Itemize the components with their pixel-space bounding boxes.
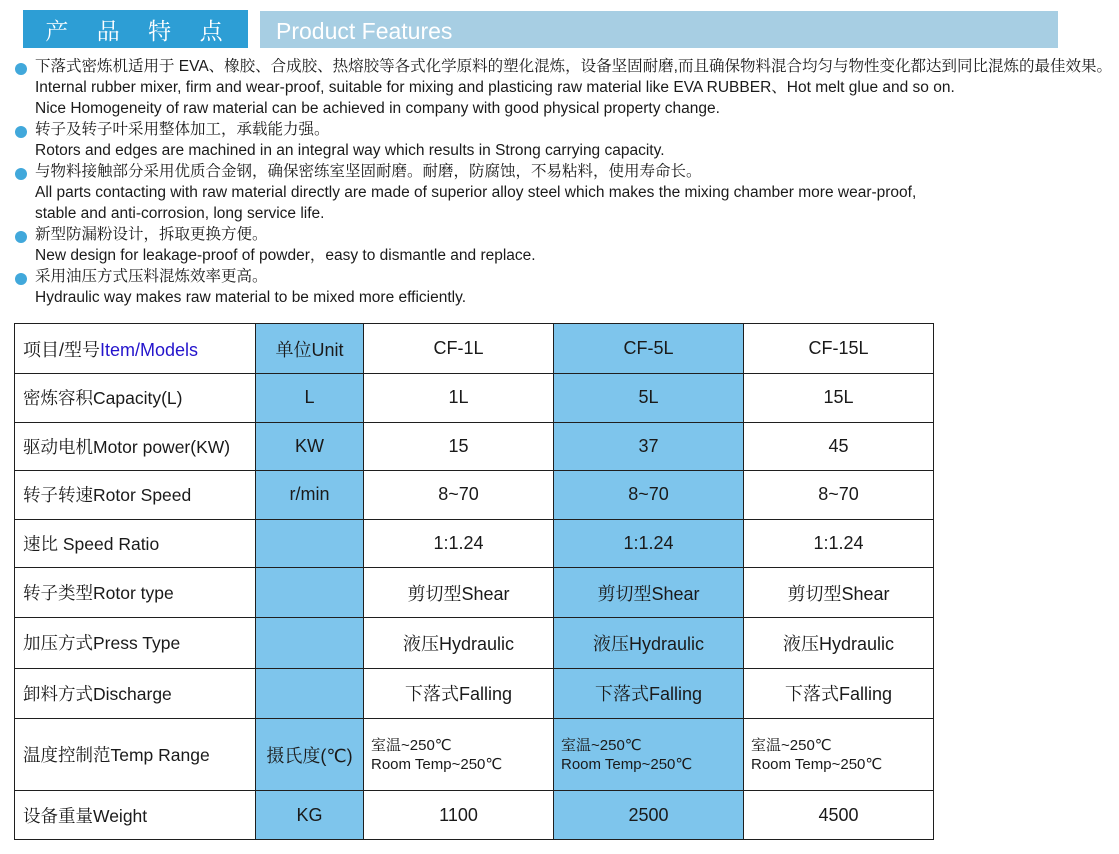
spec-row-6 [15,618,934,668]
spec-row-label: 驱动电机Motor power(KW) [15,422,256,470]
bullet-icon [15,273,27,285]
spec-row-value: 4500 [744,791,934,840]
feature-item-3 [14,161,1119,224]
spec-row-5 [15,567,934,617]
feature-text-en: All parts contacting with raw material directly are made of superior alloy steel which makes the mixing chamber more wear-proof, [35,184,917,201]
spec-header-row [15,324,934,374]
spec-row-value: 8~70 [554,471,744,519]
feature-text-zh: 转子及转子叶采用整体加工，承载能力强。 [35,121,330,138]
bullet-icon [15,126,27,138]
bullet-icon [15,231,27,243]
spec-row-value: 剪切型Shear [744,567,934,617]
spec-row-label: 速比 Speed Ratio [15,519,256,567]
spec-row-value: 5L [554,374,744,422]
spec-row-value: 15L [744,374,934,422]
spec-row-value: 室温~250℃ Room Temp~250℃ [744,718,934,791]
feature-list [14,56,1119,308]
spec-row-label: 加压方式Press Type [15,618,256,668]
spec-row-label: 卸料方式Discharge [15,668,256,718]
spec-row-value: 剪切型Shear [554,567,744,617]
feature-item-4 [14,224,1119,266]
spec-row-value: 2500 [554,791,744,840]
spec-row-unit [256,519,364,567]
spec-row-value: 15 [364,422,554,470]
spec-row-unit: KG [256,791,364,840]
spec-row-4 [15,519,934,567]
spec-row-label: 转子类型Rotor type [15,567,256,617]
spec-row-value: 液压Hydraulic [364,618,554,668]
spec-header-model-CF-15L: CF-15L [744,324,934,374]
feature-item-5 [14,266,1119,308]
spec-row-value: 下落式Falling [744,668,934,718]
spec-table [14,323,934,840]
spec-row-value: 液压Hydraulic [554,618,744,668]
section-title-zh [23,10,248,48]
spec-row-value: 45 [744,422,934,470]
feature-text-en: Internal rubber mixer, firm and wear-proof, suitable for mixing and plasticing raw material like EVA RUBBER、Hot melt glue and so on. [35,79,955,96]
feature-text-en: Rotors and edges are machined in an integral way which results in Strong carrying capacity. [35,142,665,159]
bullet-icon [15,168,27,180]
spec-row-value: 1100 [364,791,554,840]
feature-text-en: New design for leakage-proof of powder，easy to dismantle and replace. [35,247,536,264]
spec-row-value: 室温~250℃ Room Temp~250℃ [554,718,744,791]
feature-text-zh: 新型防漏粉设计，拆取更换方便。 [35,226,268,243]
spec-row-value: 37 [554,422,744,470]
spec-row-value: 1L [364,374,554,422]
feature-text-zh: 采用油压方式压料混炼效率更高。 [35,268,268,285]
spec-row-value: 液压Hydraulic [744,618,934,668]
spec-row-1 [15,374,934,422]
spec-header-model-CF-5L: CF-5L [554,324,744,374]
spec-header-item-zh: 项目/型号 [23,339,101,360]
spec-row-7 [15,668,934,718]
spec-tbody [15,324,934,840]
feature-text-zh: 与物料接触部分采用优质合金钢，确保密练室坚固耐磨。耐磨，防腐蚀，不易粘料，使用寿命长。 [35,163,702,180]
spec-row-value: 1:1.24 [364,519,554,567]
section-title-en-text: Product Features [276,18,453,44]
spec-row-2 [15,422,934,470]
spec-row-value: 剪切型Shear [364,567,554,617]
spec-row-value: 1:1.24 [554,519,744,567]
spec-row-label: 转子转速Rotor Speed [15,471,256,519]
feature-text-en: Hydraulic way makes raw material to be mixed more efficiently. [35,289,466,306]
spec-header-item-cell [15,324,256,374]
spec-row-value: 室温~250℃ Room Temp~250℃ [364,718,554,791]
spec-row-9 [15,791,934,840]
spec-row-value: 下落式Falling [364,668,554,718]
feature-item-1 [14,56,1119,119]
spec-row-unit: L [256,374,364,422]
spec-row-unit [256,668,364,718]
spec-row-unit: 摄氏度(℃) [256,718,364,791]
spec-row-unit [256,567,364,617]
spec-row-unit: KW [256,422,364,470]
feature-text-en: Nice Homogeneity of raw material can be achieved in company with good physical property change. [35,100,720,117]
bullet-icon [15,63,27,75]
feature-text-en: stable and anti-corrosion, long service life. [35,205,325,222]
spec-row-3 [15,471,934,519]
spec-row-value: 8~70 [744,471,934,519]
spec-row-value: 1:1.24 [744,519,934,567]
spec-row-label: 设备重量Weight [15,791,256,840]
spec-row-value: 8~70 [364,471,554,519]
spec-row-value: 下落式Falling [554,668,744,718]
spec-header-unit-cell: 单位Unit [256,324,364,374]
section-title-en [260,11,1058,48]
spec-header-item-en: Item/Models [100,339,199,360]
spec-row-label: 密炼容积Capacity(L) [15,374,256,422]
feature-item-2 [14,119,1119,161]
section-title-zh-text: 产 品 特 点 [45,17,234,44]
spec-row-label: 温度控制范Temp Range [15,718,256,791]
spec-row-8 [15,718,934,791]
feature-text-zh: 下落式密炼机适用于 EVA、橡胶、合成胶、热熔胶等各式化学原料的塑化混炼，设备坚固耐磨,而且确保物料混合均匀与物性变化都达到同比混炼的最佳效果。 [35,58,1112,75]
spec-row-unit [256,618,364,668]
spec-header-model-CF-1L: CF-1L [364,324,554,374]
spec-row-unit: r/min [256,471,364,519]
